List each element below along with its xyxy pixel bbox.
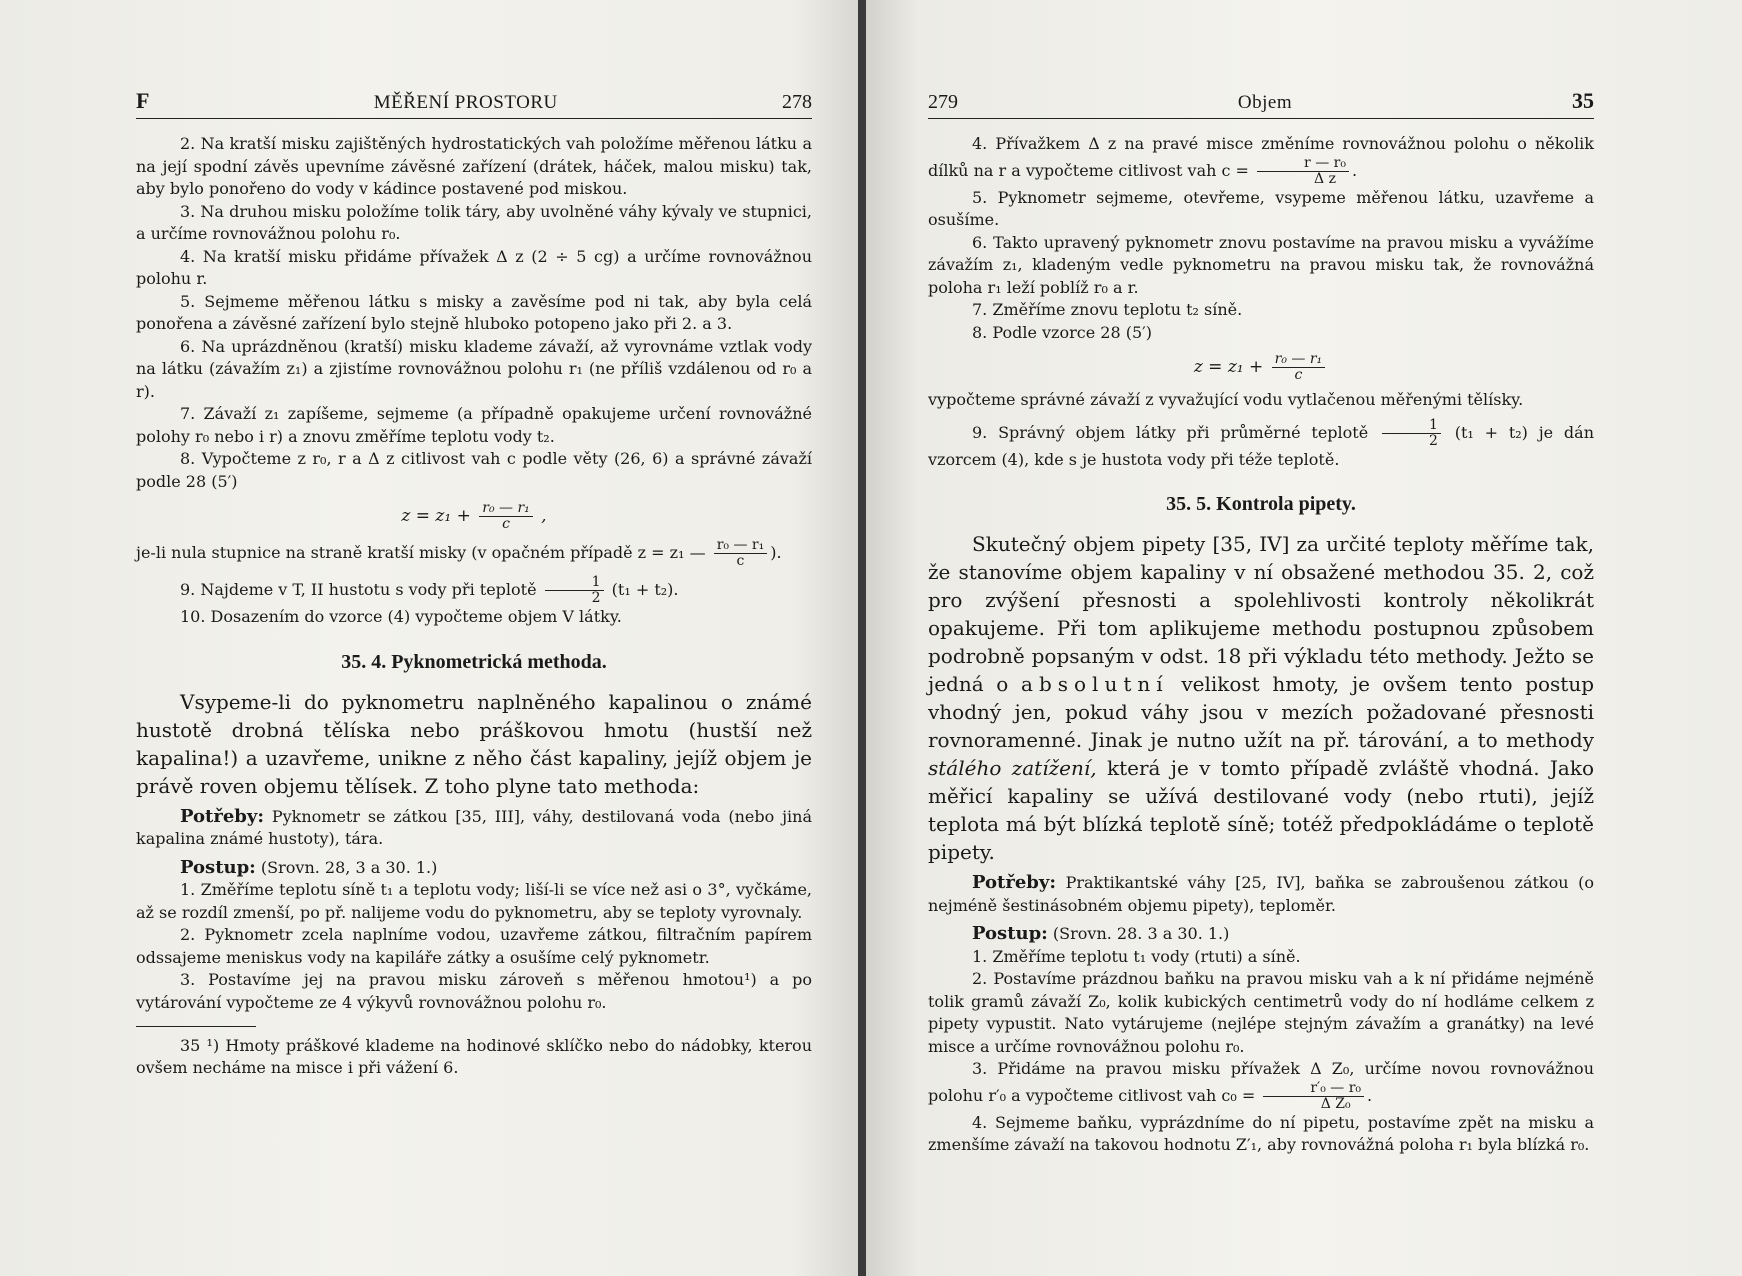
formula-lhs: z = z₁ + — [1193, 357, 1264, 377]
proc-step-2: 2. Postavíme prázdnou baňku na pravou misku vah a k ní přidáme nejméně tolik gramů závaží Z₀, kolik kubických centimetrů vody do ní hodláme celkem z pipety vypustit. Nato vytárujeme (nejlépe stejným závažím a granátky) na levé misce a určíme rovnovážnou polohu r₀. — [928, 969, 1594, 1056]
needs-label: Potřeby: — [972, 872, 1056, 893]
procedure-text: (Srovn. 28, 3 a 30. 1.) — [260, 857, 438, 877]
step-7: 7. Změříme znovu teplotu t₂ síně. — [972, 300, 1243, 319]
step-3: 3. Na druhou misku položíme tolik táry, aby uvolněné váhy kývaly ve stupnici, a určíme rovnovážnou polohu r₀. — [136, 201, 812, 243]
proc-step-3: 3. Postavíme jej na pravou misku zároveň s měřenou hmotou¹) a po vytárování vypočteme ze 4 výkyvů rovnovážnou polohu r₀. — [136, 970, 812, 1012]
fraction-numerator: r₀ — r₁ — [479, 501, 533, 517]
half-fraction — [545, 575, 604, 606]
step-6: 6. Na uprázdněnou (kratší) misku klademe závaží, až vyrovnáme vztlak vody na látku (závažím z₁) a zjistíme rovnovážnou polohu r₁ (ne příliš vzdálenou od r₀ a r). — [136, 336, 812, 401]
step-7: 7. Závaží z₁ zapíšeme, sejmeme (a případně opakujeme určení rovnovážné polohy r₀ nebo i r) a znovu změříme teplotu vody t₂. — [136, 404, 812, 446]
proc-step-1: 1. Změříme teplotu síně t₁ a teplotu vody; liší-li se více než asi o 3°, vyčkáme, až se rozdíl zmenší, po př. nalijeme vodu do pyknometru, aby se teploty vyrovnaly. — [136, 880, 812, 922]
intro-part-c: která je v tomto případě zvláště vhodná. Jako měřicí kapaliny se užívá destilované vody (nebo rtuti), jejíž teplota má být blízká teplotě síně; totéž předpokládáme o teplotě pipety. — [928, 756, 1594, 864]
sensitivity-fraction — [1263, 1081, 1364, 1112]
intro-spaced-word: absolutní — [1021, 672, 1169, 696]
note-fraction — [714, 538, 768, 569]
section-heading-pycnometric: 35. 4. Pyknometrická methoda. — [341, 650, 607, 673]
half-fraction — [1382, 418, 1441, 449]
procedure-label: Postup: — [972, 923, 1048, 944]
left-page — [0, 0, 862, 1276]
intro-part-a: Skutečný objem pipety [35, IV] za určité teploty měříme tak, že stanovíme objem kapaliny v ní obsažené methodou 35. 2, což pro zvýšení přesnosti a spolehlivosti kontroly několikrát opakujeme. Při tom aplikujeme methodu postupnou způsobem podrobně popsaným v odst. 18 při výkladu této methody. Ježto se jedná o — [928, 532, 1594, 696]
step-4 — [928, 133, 1594, 187]
step-4: 4. Na kratší misku přidáme přívažek Δ z (2 ÷ 5 cg) a určíme rovnovážnou polohu r. — [136, 246, 812, 288]
procedure-paragraph — [928, 923, 1594, 946]
step-9-tail: (t₁ + t₂) je dán vzorcem (4), kde s je hustota vody při téže teplotě. — [928, 422, 1595, 469]
fraction-denominator: c — [502, 516, 510, 532]
procedure-text: (Srovn. 28. 3 a 30. 1.) — [1052, 924, 1230, 943]
proc-step-3-text: 3. Přidáme na pravou misku přívažek Δ Z₀, určíme novou rovnovážnou polohu r′₀ a vypočteme citlivost vah c₀ = — [928, 1059, 1594, 1105]
page-number: 279 — [928, 91, 958, 113]
fraction-denominator: c — [1294, 367, 1303, 383]
needs-paragraph — [928, 872, 1594, 917]
proc-step-3 — [928, 1058, 1594, 1112]
needs-text: Praktikantské váhy [25, IV], baňka se zabroušenou zátkou (o nejméně šestinásobném objemu pipety), teploměr. — [928, 873, 1594, 915]
formula-note: vypočteme správné závaží z vyvažující vodu vytlačenou měřenými tělísky. — [928, 390, 1524, 409]
section-heading-pipette: 35. 5. Kontrola pipety. — [1166, 493, 1356, 515]
section-mark: F — [136, 88, 150, 113]
procedure-paragraph — [136, 857, 812, 880]
chapter-number: 35 — [1572, 88, 1594, 113]
half-denominator: 2 — [1429, 432, 1438, 449]
note-tail: ). — [770, 543, 782, 562]
step-4-text: 4. Přívažkem Δ z na pravé misce změníme rovnovážnou polohu o několik dílků na r a vypočteme citlivost vah c = — [928, 134, 1594, 180]
formula-fraction — [479, 501, 533, 532]
page-number: 278 — [782, 91, 812, 113]
step-5: 5. Pyknometr sejmeme, otevřeme, vsypeme měřenou látku, uzavřeme a osušíme. — [928, 187, 1594, 229]
formula-corrected-weight — [928, 352, 1594, 383]
half-numerator: 1 — [545, 575, 604, 591]
step-9-text: 9. Najdeme v T, II hustotu s vody při teplotě — [180, 580, 537, 599]
step-5: 5. Sejmeme měřenou látku s misky a zavěsíme pod ni tak, aby byla celá ponořena a závěsné zařízení bylo stejně hluboko potopeno jako při 2. a 3. — [136, 291, 812, 333]
step-9 — [928, 418, 1594, 472]
fraction-numerator: r′₀ — r₀ — [1263, 1081, 1364, 1097]
footnote: 35 ¹) Hmoty práškové klademe na hodinové sklíčko nebo do nádobky, kterou ovšem necháme na misce i při vážení 6. — [136, 1036, 812, 1077]
running-title: MĚŘENÍ PROSTORU — [373, 92, 558, 113]
formula-corrected-weight — [136, 501, 812, 532]
step-2: 2. Na kratší misku zajištěných hydrostatických vah položíme měřenou látku a na její spodní závěs upevníme závěsné zařízení (drátek, háček, malou misku) tak, aby bylo ponořeno do vody v kádince postavené pod miskou. — [136, 134, 812, 198]
formula-note-text: je-li nula stupnice na straně kratší misky (v opačném případě z = z₁ — — [136, 543, 706, 562]
step-8: 8. Vypočteme z r₀, r a Δ z citlivost vah c podle věty (26, 6) a správné závaží podle 28 (5′) — [136, 449, 812, 491]
running-title: Objem — [1237, 92, 1293, 113]
note-fraction-numerator: r₀ — r₁ — [714, 538, 768, 554]
fraction-numerator: r₀ — r₁ — [1272, 352, 1326, 368]
section-intro — [928, 530, 1594, 866]
intro-italic: stálého zatížení, — [928, 756, 1097, 780]
fraction-denominator: Δ Z₀ — [1320, 1095, 1351, 1112]
procedure-label: Postup: — [180, 856, 256, 878]
right-page — [866, 0, 1742, 1276]
formula-tail: , — [541, 506, 547, 526]
formula-fraction — [1272, 352, 1326, 383]
step-9 — [136, 575, 812, 606]
step-4-tail: . — [1351, 160, 1358, 180]
proc-step-3-tail: . — [1367, 1085, 1373, 1105]
half-denominator: 2 — [591, 590, 601, 606]
right-running-header — [928, 88, 1594, 119]
needs-paragraph — [136, 806, 812, 851]
proc-step-4: 4. Sejmeme baňku, vyprázdníme do ní pipetu, postavíme zpět na misku a zmenšíme závaží na takovou hodnotu Z′₁, aby rovnovážná poloha r₁ byla blízká r₀. — [928, 1112, 1594, 1154]
needs-text: Pyknometr se zátkou [35, III], váhy, destilovaná voda (nebo jiná kapalina známé hustoty), tára. — [136, 806, 812, 848]
fraction-numerator: r — r₀ — [1257, 156, 1349, 172]
step-9-text: 9. Správný objem látky při průměrné teplotě — [972, 422, 1369, 442]
half-numerator: 1 — [1382, 418, 1441, 434]
proc-step-2: 2. Pyknometr zcela naplníme vodou, uzavřeme zátkou, filtračním papírem odssajeme meniskus vody na kapiláře zátky a osušíme celý pyknometr. — [136, 925, 812, 967]
footnote-rule — [136, 1026, 256, 1027]
step-9-tail: (t₁ + t₂). — [611, 580, 679, 599]
note-fraction-denominator: c — [736, 553, 745, 569]
step-6: 6. Takto upravený pyknometr znovu postavíme na pravou misku a vyvážíme závažím z₁, kladeným vedle pyknometru na pravou misku tak, že rovnovážná poloha r₁ leží poblíž r₀ a r. — [928, 232, 1594, 297]
formula-lhs: z = z₁ + — [401, 506, 471, 526]
step-10: 10. Dosazením do vzorce (4) vypočteme objem V látky. — [180, 607, 622, 626]
left-running-header — [136, 88, 812, 119]
step-8: 8. Podle vzorce 28 (5′) — [972, 322, 1153, 342]
intro-part-b: velikost hmoty, je ovšem tento postup vhodný jen, pokud váhy jsou v mezích požadované přesnosti rovnoramenné. Jinak je nutno užít na př. tárování, a to methody — [928, 672, 1595, 752]
formula-note — [136, 538, 812, 569]
section-intro: Vsypeme-li do pyknometru naplněného kapalinou o známé hustotě drobná tělíska nebo práškovou hmotu (hustší než kapalina!) a uzavřeme, unikne z něho část kapaliny, jejíž objem je právě roven objemu tělísek. Z toho plyne tato methoda: — [136, 689, 812, 798]
sensitivity-fraction — [1257, 156, 1349, 187]
proc-step-1: 1. Změříme teplotu t₁ vody (rtuti) a síně. — [972, 946, 1301, 966]
fraction-denominator: Δ z — [1314, 170, 1336, 187]
needs-label: Potřeby: — [180, 805, 264, 827]
